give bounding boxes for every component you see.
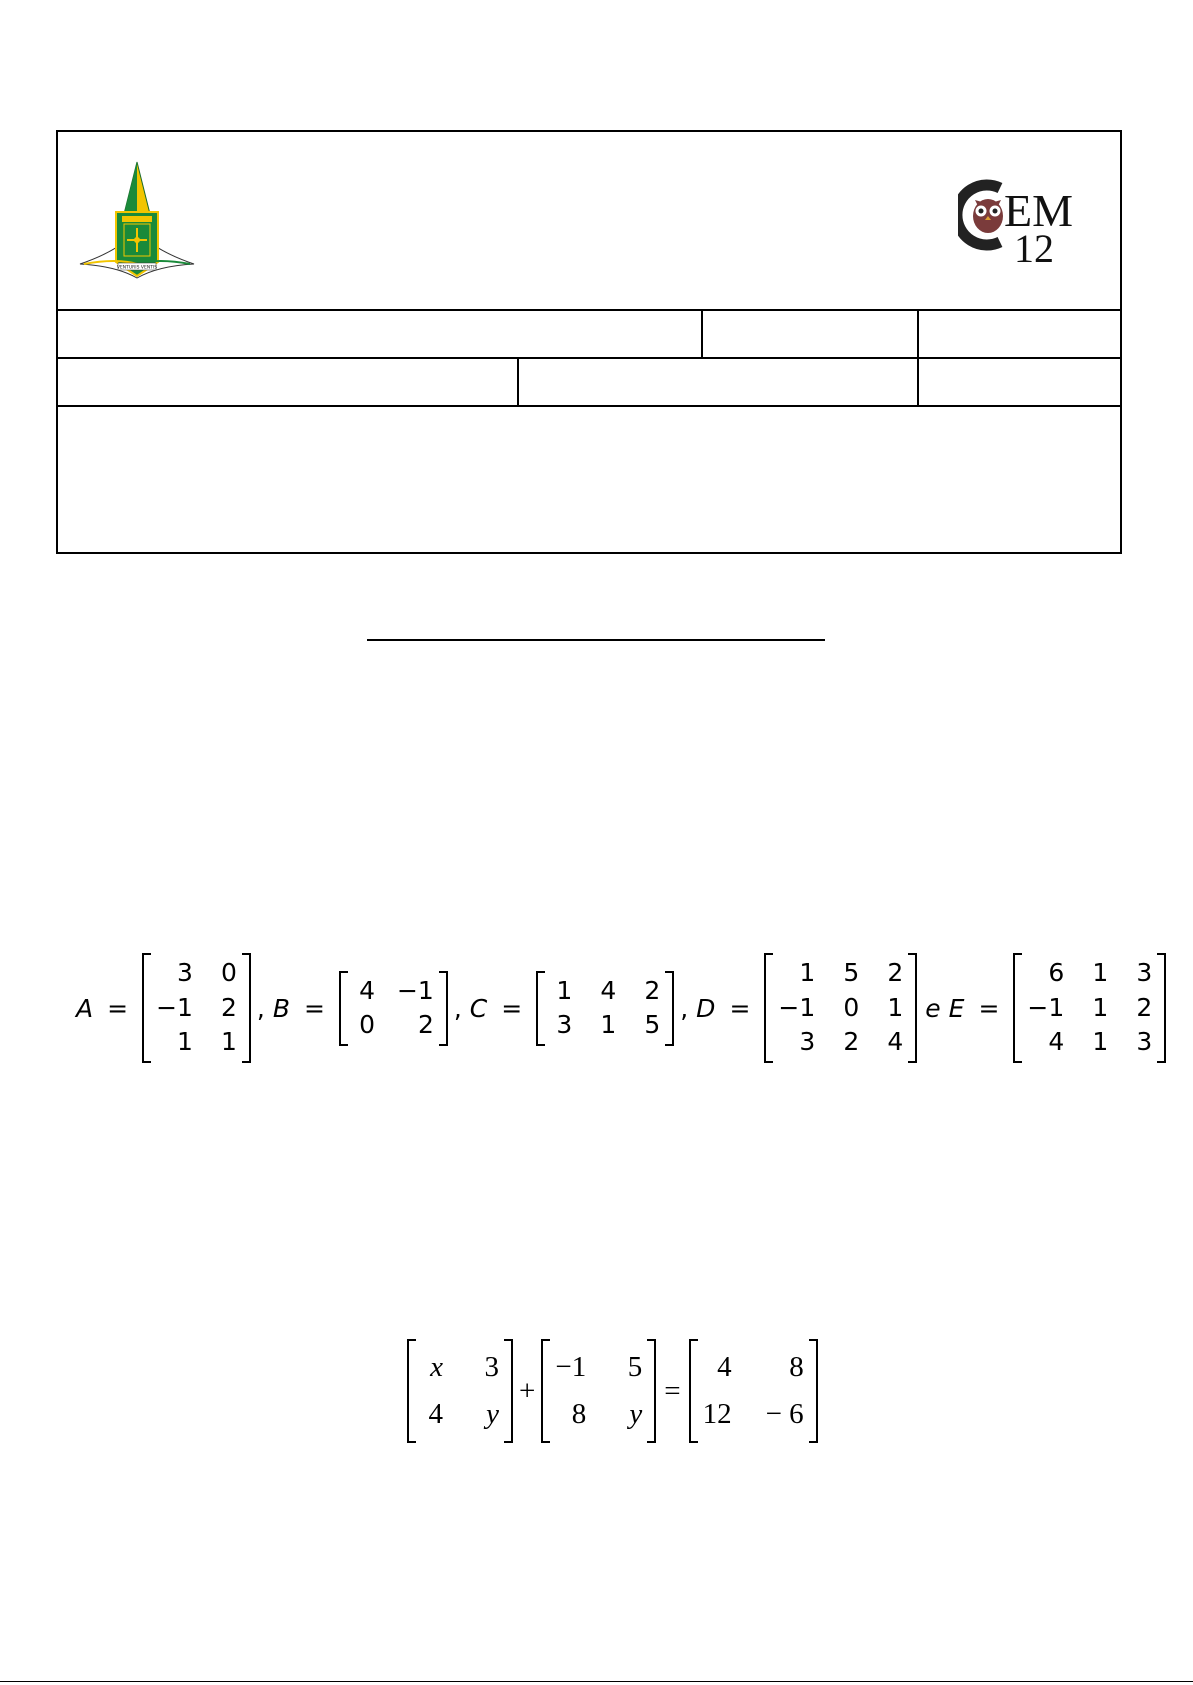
- matrix-d: [764, 953, 917, 1063]
- title-underline: [367, 639, 825, 641]
- matrix-cell: 6: [1048, 958, 1065, 988]
- matrix-cell: −1: [778, 992, 816, 1022]
- matrix-cell: 5: [627, 1351, 643, 1384]
- matrix-equation: [403, 1345, 822, 1437]
- header-table: [56, 130, 1122, 554]
- gdf-coat-of-arms-logo: [76, 160, 198, 282]
- equals-sign: =: [107, 993, 129, 1023]
- header-col-divider-3: [517, 357, 519, 407]
- matrix-cell: −1: [156, 992, 193, 1022]
- matrix-cell: 2: [221, 992, 237, 1022]
- matrix-cell: 1: [556, 975, 573, 1005]
- matrix-cell: 5: [843, 958, 860, 988]
- matrix-a: [142, 953, 251, 1063]
- equation-right-matrix: [689, 1339, 818, 1443]
- equals-sign: =: [978, 993, 1000, 1023]
- cem-number: 12: [1014, 226, 1054, 268]
- equals-sign: =: [304, 993, 325, 1023]
- comma: ,: [453, 993, 462, 1023]
- matrix-cell: 3: [799, 1027, 816, 1057]
- matrix-cell: 2: [1136, 992, 1153, 1022]
- matrix-cell: 3: [1136, 1027, 1153, 1057]
- matrix-cell: x: [430, 1351, 443, 1384]
- equation-left-matrix: [407, 1339, 513, 1443]
- matrix-cell: y: [629, 1398, 643, 1430]
- matrix-cell: 1: [1092, 958, 1109, 988]
- matrix-cell: 1: [799, 958, 816, 988]
- matrix-c: [536, 971, 674, 1046]
- matrix-cell: 5: [644, 1010, 661, 1039]
- matrix-cell: 0: [843, 992, 860, 1022]
- matrix-cell: 1: [221, 1027, 237, 1057]
- matrix-cell: −1: [555, 1351, 587, 1384]
- matrix-cell: 2: [417, 1010, 434, 1039]
- matrix-cell: 3: [177, 958, 193, 988]
- matrix-e: [1013, 953, 1166, 1063]
- connector-e: e: [925, 993, 941, 1023]
- matrix-cell: 12: [702, 1398, 732, 1430]
- equals-sign: =: [664, 1374, 681, 1407]
- matrix-cell: 1: [1092, 1027, 1109, 1057]
- equals-sign: =: [501, 993, 523, 1023]
- plus-sign: +: [519, 1374, 536, 1407]
- matrix-cell: 4: [1048, 1027, 1065, 1057]
- matrix-cell: 4: [887, 1027, 904, 1057]
- header-row-divider-3: [58, 405, 1120, 407]
- cem12-logo: [958, 178, 1108, 268]
- matrix-cell: 2: [644, 975, 661, 1005]
- matrix-cell: 4: [428, 1398, 443, 1430]
- header-row-divider-1: [58, 309, 1120, 311]
- header-col-divider-2: [917, 309, 919, 407]
- matrix-e-label: E: [948, 993, 965, 1023]
- equation-middle-matrix: [541, 1339, 656, 1443]
- matrix-cell: 8: [789, 1351, 804, 1384]
- matrix-cell: −1: [1027, 992, 1065, 1022]
- matrix-d-label: D: [696, 993, 716, 1023]
- matrix-b-label: B: [272, 993, 291, 1023]
- matrix-cell: 0: [221, 958, 237, 988]
- matrix-cell: 2: [843, 1027, 860, 1057]
- matrix-cell: 1: [1092, 992, 1109, 1022]
- matrix-cell: −1: [396, 975, 434, 1005]
- matrix-cell: 3: [1136, 958, 1153, 988]
- matrix-cell: 2: [887, 958, 904, 988]
- header-col-divider-1: [701, 309, 703, 357]
- comma: ,: [680, 993, 689, 1023]
- matrix-cell: 4: [600, 975, 617, 1005]
- matrix-cell: 1: [887, 992, 904, 1022]
- matrices-definition: [72, 958, 1170, 1058]
- matrix-cell: 4: [717, 1351, 732, 1384]
- cem-letters: EM: [1004, 185, 1073, 236]
- matrix-cell: 3: [556, 1010, 573, 1039]
- matrix-cell: 1: [177, 1027, 193, 1057]
- matrix-cell: 4: [359, 975, 375, 1005]
- matrix-cell: − 6: [765, 1398, 804, 1430]
- matrix-a-label: A: [76, 993, 94, 1023]
- matrix-cell: 8: [571, 1398, 587, 1430]
- matrix-cell: 0: [359, 1010, 375, 1039]
- matrix-b: [339, 971, 448, 1046]
- comma: ,: [256, 993, 265, 1023]
- header-row-divider-2: [58, 357, 1120, 359]
- matrix-cell: 1: [600, 1010, 617, 1039]
- gdf-motto-text: VENTURIS VENTIS: [116, 265, 158, 271]
- matrix-c-label: C: [469, 993, 488, 1023]
- page-bottom-rule: [0, 1681, 1193, 1682]
- matrix-cell: 3: [484, 1351, 499, 1384]
- matrix-cell: y: [486, 1398, 499, 1430]
- equals-sign: =: [729, 993, 751, 1023]
